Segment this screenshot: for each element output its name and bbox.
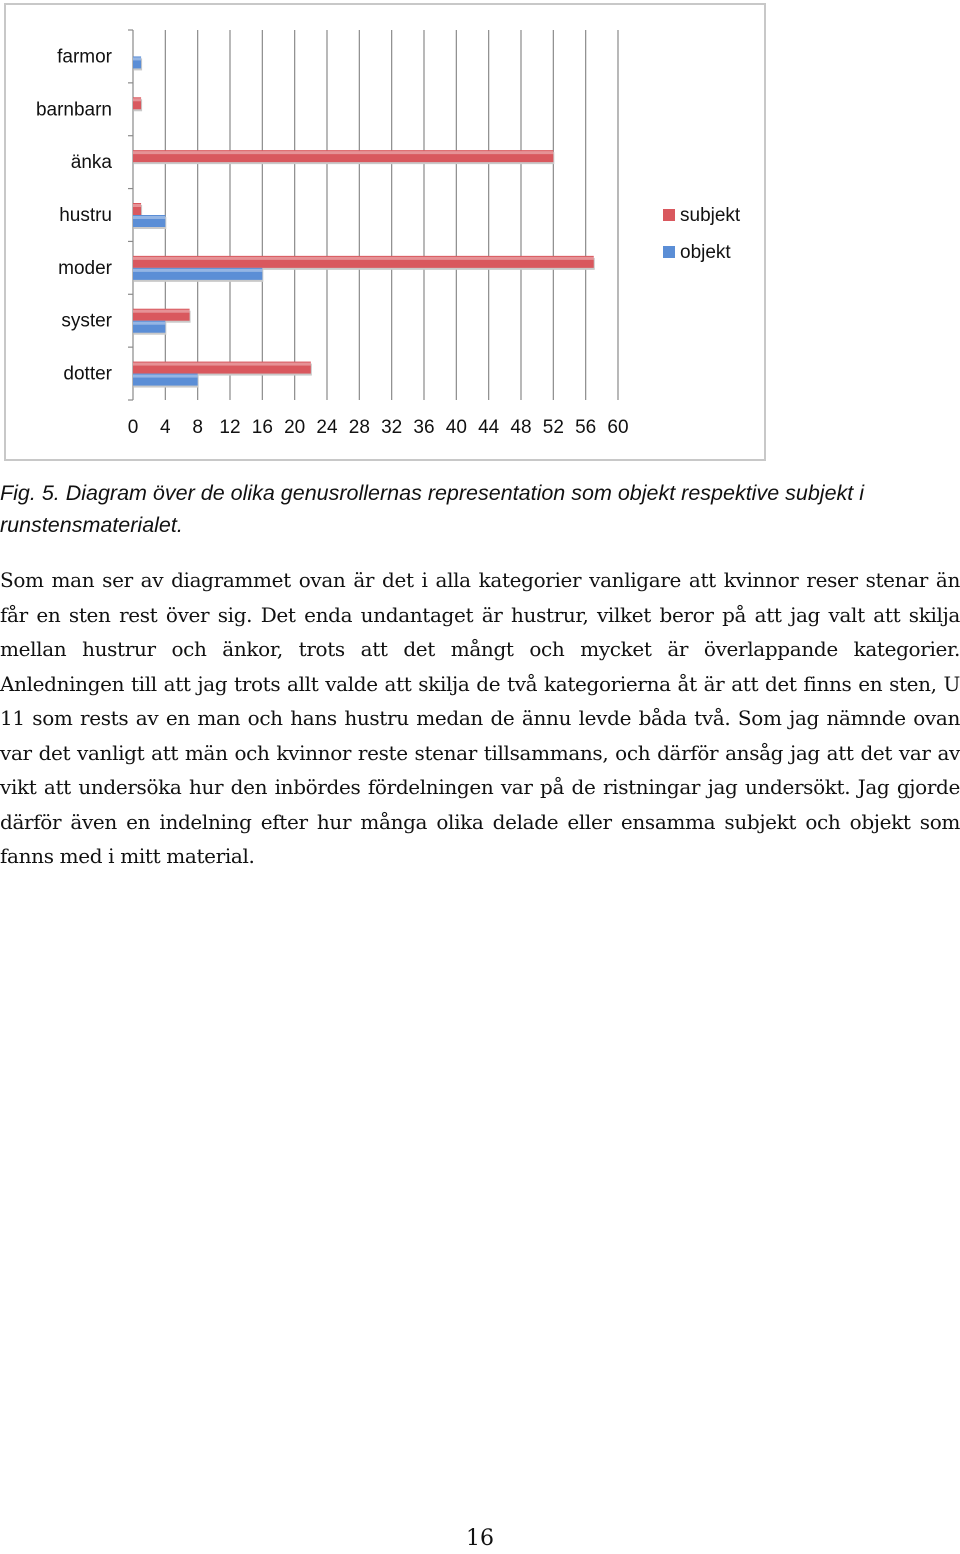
category-label-moder: moder bbox=[58, 257, 112, 279]
x-tick-label: 8 bbox=[192, 417, 203, 438]
bar-highlight bbox=[133, 375, 198, 378]
category-label-barnbarn: barnbarn bbox=[35, 99, 112, 121]
x-tick-label: 4 bbox=[160, 417, 171, 438]
legend-swatch-subjekt bbox=[663, 209, 675, 221]
category-label-änka: änka bbox=[70, 152, 112, 174]
x-tick-label: 32 bbox=[381, 417, 403, 438]
legend-label-objekt: objekt bbox=[680, 242, 731, 263]
bar-highlight bbox=[133, 257, 594, 260]
bar-highlight bbox=[133, 216, 165, 219]
x-tick-label: 36 bbox=[413, 417, 435, 438]
x-tick-label: 56 bbox=[575, 417, 597, 438]
bar-highlight bbox=[133, 310, 190, 313]
x-tick-label: 24 bbox=[316, 417, 338, 438]
x-tick-label: 48 bbox=[510, 417, 532, 438]
bar-highlight bbox=[133, 269, 262, 272]
x-tick-label: 0 bbox=[127, 417, 139, 438]
figure-caption: Fig. 5. Diagram över de olika genusrollernas representation som objekt respektive subjekt i runstensmaterialet. bbox=[0, 481, 865, 537]
category-label-hustru: hustru bbox=[59, 205, 112, 226]
category-label-dotter: dotter bbox=[63, 363, 112, 385]
chart-frame bbox=[4, 3, 766, 461]
x-tick-label: 40 bbox=[445, 417, 467, 438]
bar-highlight bbox=[133, 151, 553, 154]
bar-highlight bbox=[133, 57, 141, 60]
bar-chart bbox=[6, 5, 768, 463]
bar-highlight bbox=[133, 322, 165, 325]
legend-label-subjekt: subjekt bbox=[680, 205, 741, 226]
x-tick-label: 12 bbox=[219, 417, 241, 438]
category-label-farmor: farmor bbox=[57, 46, 112, 68]
page-number: 16 bbox=[466, 1526, 494, 1551]
x-tick-label: 28 bbox=[348, 417, 370, 438]
bar-highlight bbox=[133, 98, 141, 101]
x-tick-label: 52 bbox=[542, 417, 564, 438]
bar-highlight bbox=[133, 363, 311, 366]
body-paragraph: Som man ser av diagrammet ovan är det i alla kategorier vanligare att kvinnor reser stenar än får en sten rest över sig. Det enda undantaget är hustrur, vilket beror på att jag valt att skilja mellan hustrur och änkor, trots att det mångt och mycket är överlappande kategorier. Anledningen till att jag trots allt valde att skilja de två kategorierna åt är att det finns en sten, U 11 som rests av en man och hans hustru medan de ännu levde båda två. Som jag nämnde ovan var det vanligt att män och kvinnor reste stenar tillsammans, och därför ansåg jag att det var av vikt att undersöka hur den inbördes fördelningen var på de ristningar jag undersökt. Jag gjorde därför även en indelning efter hur många olika delade eller ensamma subjekt och objekt som fanns med i mitt material. bbox=[0, 568, 960, 868]
x-tick-label: 16 bbox=[251, 417, 273, 438]
category-label-syster: syster bbox=[61, 310, 112, 332]
x-tick-label: 20 bbox=[284, 417, 306, 438]
legend-swatch-objekt bbox=[663, 246, 675, 258]
x-tick-label: 60 bbox=[607, 417, 629, 438]
bar-highlight bbox=[133, 204, 141, 207]
x-tick-label: 44 bbox=[478, 417, 500, 438]
